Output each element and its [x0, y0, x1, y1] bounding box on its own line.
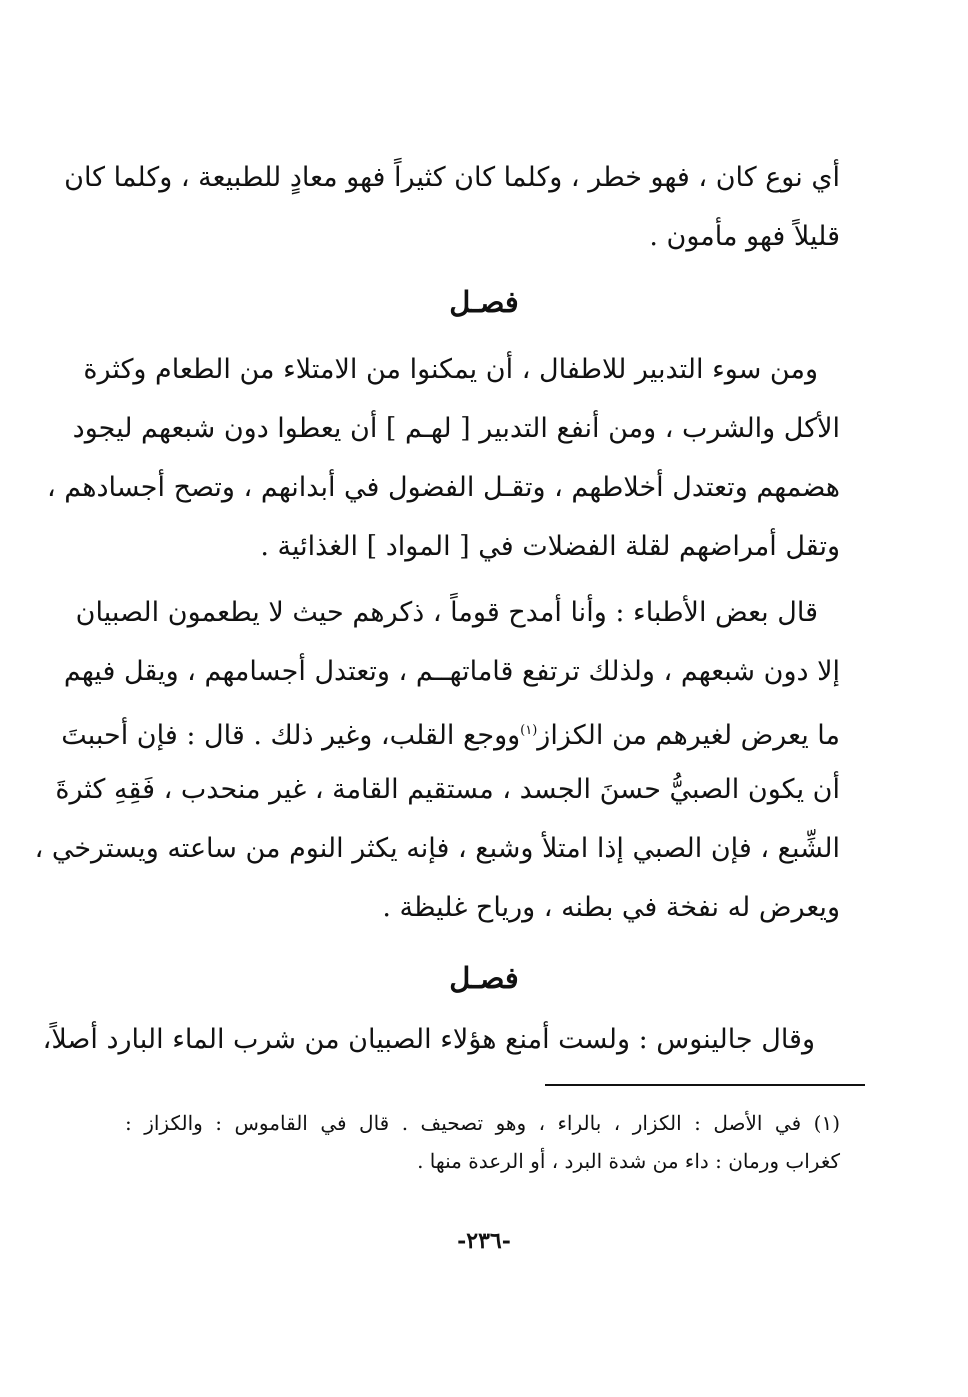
- text-line: الأكل والشرب ، ومن أنفع التدبير [ لهـم ] أن يعطوا دون شبعهم ليجود: [72, 413, 840, 444]
- text-line: الشِّبع ، فإن الصبي إذا امتلأ وشبع ، فإنه يكثر النوم من ساعته ويسترخي ،: [34, 833, 840, 864]
- text-line: وتقل أمراضهم لقلة الفضلات في [ المواد ] الغذائية .: [260, 531, 840, 562]
- text-line: قليلاً فهو مأمون .: [649, 221, 840, 252]
- text-line: وقال جالينوس : ولست أمنع هؤلاء الصبيان من شرب الماء البارد أصلاً،: [42, 1024, 815, 1055]
- text-line: قال بعض الأطباء : وأنا أمدح قوماً ، ذكرهم حيث لا يطعمون الصبيان: [75, 597, 818, 628]
- page-number: -٢٣٦-: [457, 1228, 511, 1254]
- text-fragment: ووجع القلب، وغير ذلك . قال : فإن أحببتَ: [61, 720, 521, 751]
- text-line: [61, 711, 840, 756]
- text-line: أي نوع كان ، فهو خطر ، وكلما كان كثيراً فهو معادٍ للطبيعة ، وكلما كان: [64, 162, 840, 193]
- footnote-reference[interactable]: (١): [520, 723, 538, 738]
- text-line: ويعرض له نفخة في بطنه ، ورياح غليظة .: [382, 892, 840, 923]
- text-line: إلا دون شبعهم ، ولذلك ترتفع قاماتهــم ، وتعتدل أجسامهم ، ويقل فيهم: [63, 656, 840, 687]
- text-line: أن يكون الصبيُّ حسنَ الجسد ، مستقيم القامة ، غير منحدب ، فَقِهِ كثرةَ: [55, 774, 840, 805]
- text-fragment: ما يعرض لغيرهم من الكزاز: [537, 720, 840, 751]
- text-line: ومن سوء التدبير للاطفال ، أن يمكنوا من الامتلاء من الطعام وكثرة: [83, 354, 818, 385]
- section-heading: فصـل: [449, 285, 519, 319]
- footnote-line: (١) في الأصل : الكزار ، بالراء ، وهو تصحيف . قال في القاموس : والكزاز :: [125, 1111, 840, 1135]
- section-heading: فصـل: [449, 961, 519, 995]
- text-line: هضمهم وتعتدل أخلاطهم ، وتقـل الفضول في أبدانهم ، وتصح أجسادهم ،: [46, 472, 840, 503]
- footnote-line: كغراب ورمان : داء من شدة البرد ، أو الرعدة منها .: [417, 1149, 840, 1173]
- footnote-separator: [545, 1084, 865, 1086]
